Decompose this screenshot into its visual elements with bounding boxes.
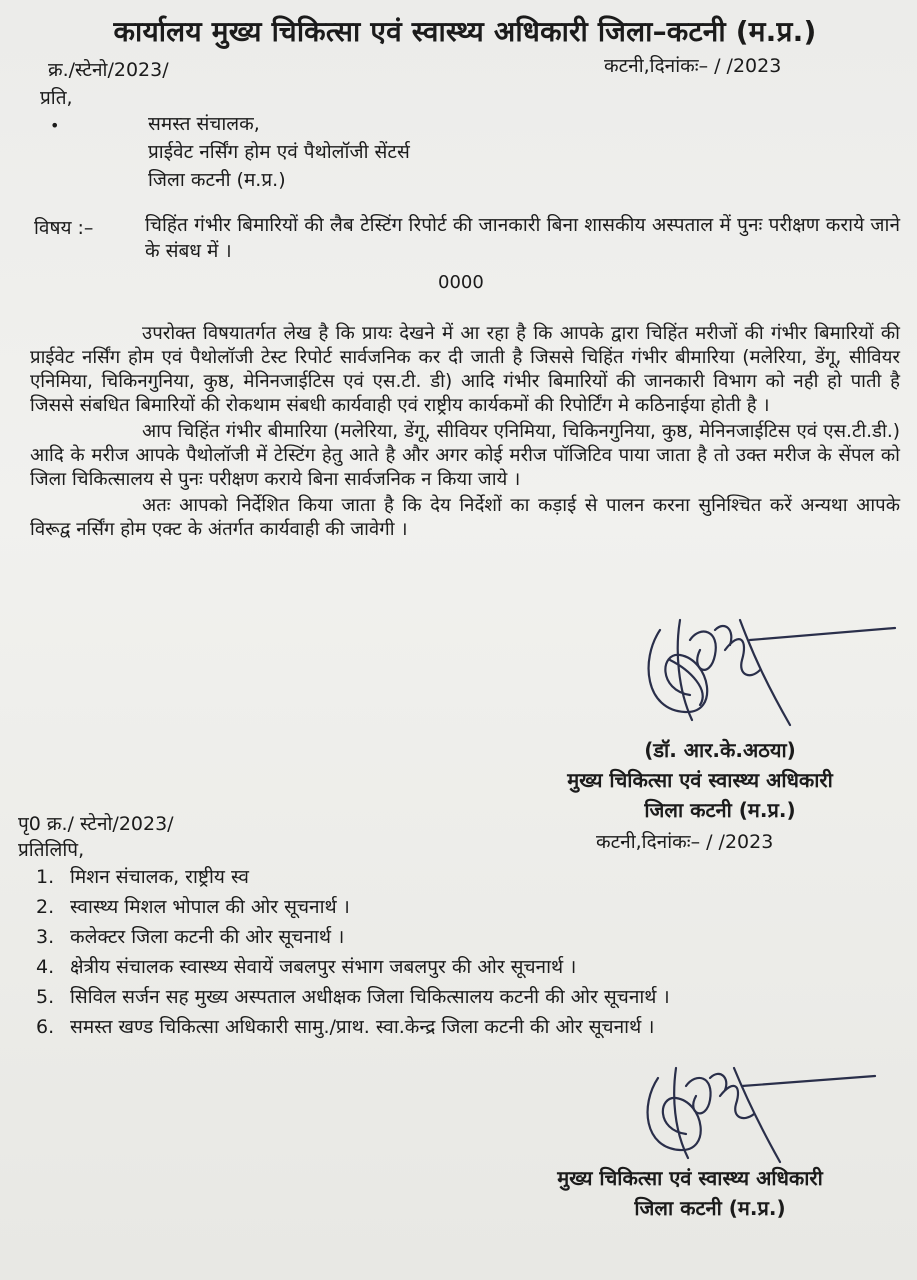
body-paragraph-2: आप चिहिंत गंभीर बीमारिया (मलेरिया, डेंगू, सीवियर एनिमिया, चिकिनगुनिया, कुष्ठ, मेनिनजाईटिस एवं एस.टी.डी.) आदि के मरीज आपके पैथोलॉजी में टेस्टिंग हेतु आते है और अगर कोई मरीज पॉजिटिव पाया जाता है तो उक्त मरीज के सेंपल को जिला चिकित्सालय से पुनः परीक्षण कराये बिना सार्वजनिक न किया जाये । xyxy=(30,421,900,490)
signatory-place: जिला कटनी (म.प्र.) xyxy=(644,798,796,822)
copy-signatory-designation: मुख्य चिकित्सा एवं स्वास्थ्य अधिकारी xyxy=(557,1166,823,1190)
office-header: कार्यालय मुख्य चिकित्सा एवं स्वास्थ्य अधिकारी जिला–कटनी (म.प्र.) xyxy=(113,15,817,48)
handwritten-signature-1 xyxy=(630,600,900,740)
list-item: 5. सिविल सर्जन सह मुख्य अस्पताल अधीक्षक जिला चिकित्सालय कटनी की ओर सूचनार्थ । xyxy=(36,986,670,1008)
recipient-line-1: समस्त संचालक, xyxy=(148,113,260,135)
body-paragraph-1: उपरोक्त विषयातर्गत लेख है कि प्रायः देखने में आ रहा है कि आपके द्वारा चिहिंत मरीजों की गंभीर बिमारियों की प्राईवेट नर्सिंग होम एवं पैथोलॉजी टेस्ट रिपोर्ट सार्वजनिक कर दी जाती है जिससे चिहिंत गंभीर बीमारिया (मलेरिया, डेंगू, सीवियर एनिमिया, चिकिनगुनिया, कुष्ठ, मेनिनजाईटिस एवं एस.टी. डी) आदि गंभीर बिमारियों की जानकारी विभाग को नही हो पाती है जिससे संबधित बिमारियों की रोकथाम संबधी कार्यवाही एवं राष्ट्रीय कार्यकमों की रिपोर्टिंग मे कठिनाईया होती है । xyxy=(30,323,900,416)
subject-label: विषय :– xyxy=(34,217,94,239)
reference-number: क्र./स्टेनो/2023/ xyxy=(48,59,169,81)
subject-text: चिहिंत गंभीर बिमारियों की लैब टेस्टिंग रिपोर्ट की जानकारी बिना शासकीय अस्पताल में पुनः परीक्षण कराये जाने के संबध में । xyxy=(145,214,900,262)
recipient-line-3: जिला कटनी (म.प्र.) xyxy=(148,169,286,191)
signatory-name: (डॉ. आर.के.अठया) xyxy=(644,738,796,762)
handwritten-signature-2 xyxy=(630,1050,880,1170)
list-item: 2. स्वास्थ्य मिशल भोपाल की ओर सूचनार्थ । xyxy=(36,896,350,918)
recipient-line-2: प्राईवेट नर्सिंग होम एवं पैथोलॉजी सेंटर्स xyxy=(148,141,410,163)
list-item: 4. क्षेत्रीय संचालक स्वास्थ्य सेवायें जबलपुर संभाग जबलपुर की ओर सूचनार्थ । xyxy=(36,956,577,978)
copy-label: प्रतिलिपि, xyxy=(18,839,85,861)
list-item: 6. समस्त खण्ड चिकित्सा अधिकारी सामु./प्राथ. स्वा.केन्द्र जिला कटनी की ओर सूचनार्थ । xyxy=(36,1016,655,1038)
copy-list xyxy=(36,862,670,1042)
body-paragraph-3: अतः आपको निर्देशित किया जाता है कि देय निर्देशों का कड़ाई से पालन करना सुनिश्चित करें अन्यथा आपके विरूद्व नर्सिंग होम एक्ट के अंतर्गत कार्यवाही की जावेगी । xyxy=(30,495,900,540)
margin-dot: • xyxy=(50,116,60,135)
letter-body xyxy=(30,322,900,544)
list-item: 3. कलेक्टर जिला कटनी की ओर सूचनार्थ । xyxy=(36,926,345,948)
recipient-prefix: प्रति, xyxy=(40,87,73,109)
separator-mark: 0000 xyxy=(438,272,484,293)
signatory-designation: मुख्य चिकित्सा एवं स्वास्थ्य अधिकारी xyxy=(567,768,833,792)
copy-date: कटनी,दिनांकः– / /2023 xyxy=(596,831,774,853)
list-item: 1. मिशन संचालक, राष्ट्रीय स्व xyxy=(36,866,249,888)
letter-date: कटनी,दिनांकः– / /2023 xyxy=(604,55,782,77)
copy-reference-number: पृ0 क्र./ स्टेनो/2023/ xyxy=(18,813,174,835)
copy-signatory-place: जिला कटनी (म.प्र.) xyxy=(634,1196,786,1220)
